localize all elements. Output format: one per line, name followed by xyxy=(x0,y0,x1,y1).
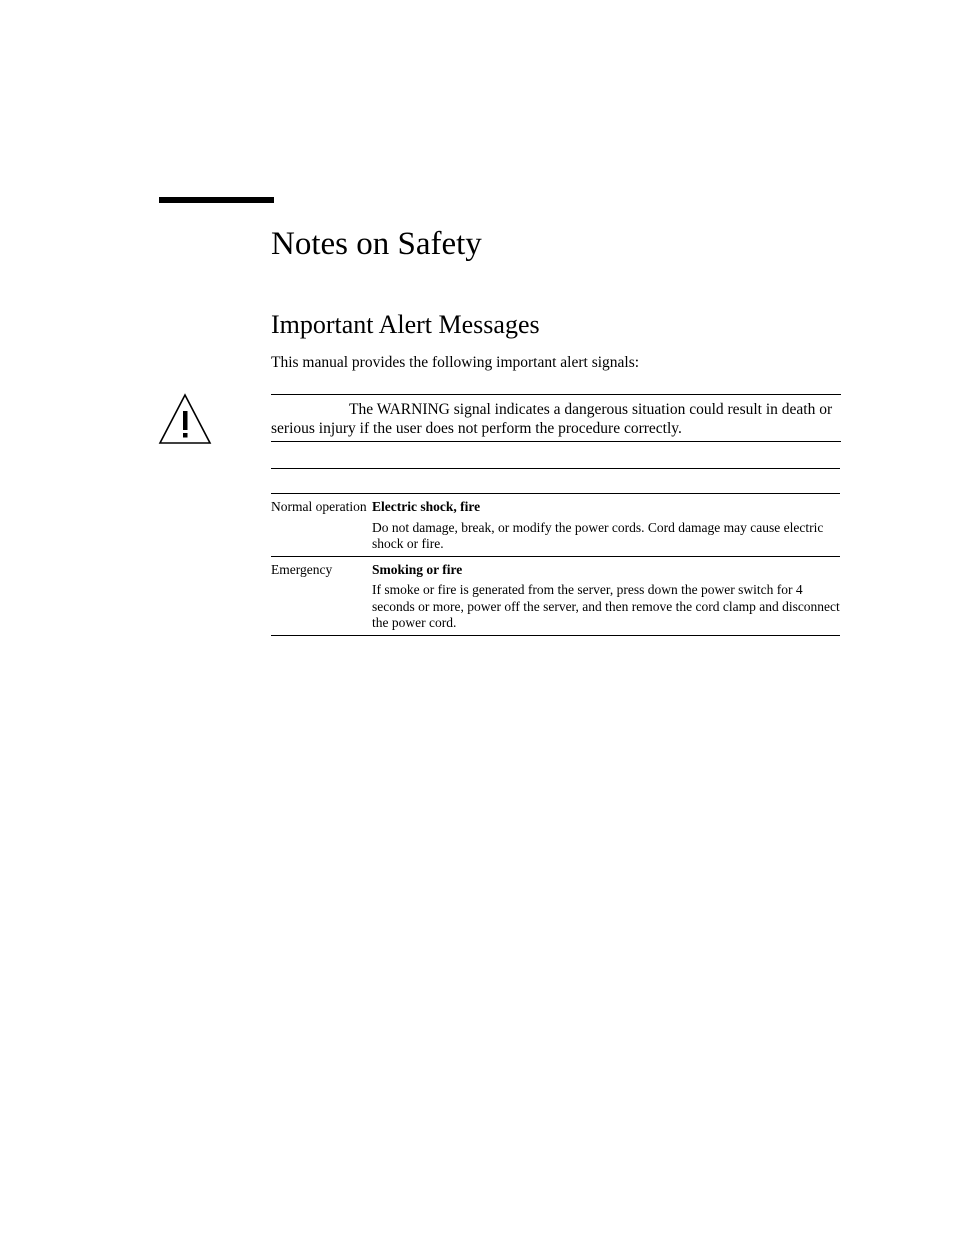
section-title: Important Alert Messages xyxy=(271,310,540,339)
chapter-rule xyxy=(159,197,274,203)
hazard-description: If smoke or fire is generated from the server, press down the power switch for 4 seconds or more, power off the server, and then remove the cord clamp and disconnect the power cord. xyxy=(372,582,840,630)
intro-paragraph: This manual provides the following important alert signals: xyxy=(271,354,640,371)
safety-table xyxy=(271,493,840,636)
description-cell xyxy=(372,494,840,557)
table-top-rule xyxy=(271,468,840,469)
hazard-description: Do not damage, break, or modify the power cords. Cord damage may cause electric shock or fire. xyxy=(372,519,824,551)
description-cell xyxy=(372,556,840,635)
hazard-title: Smoking or fire xyxy=(372,561,463,577)
condition-cell: Emergency xyxy=(271,561,333,577)
warning-box xyxy=(271,394,841,442)
table-row xyxy=(271,556,840,635)
warning-text: The WARNING signal indicates a dangerous situation could result in death or serious injury if the user does not perform the procedure correctly. xyxy=(271,401,833,437)
warning-triangle-icon xyxy=(158,393,212,445)
chapter-title: Notes on Safety xyxy=(271,226,482,262)
condition-cell: Normal operation xyxy=(271,499,367,514)
table-row xyxy=(271,494,840,557)
hazard-title: Electric shock, fire xyxy=(372,499,481,514)
